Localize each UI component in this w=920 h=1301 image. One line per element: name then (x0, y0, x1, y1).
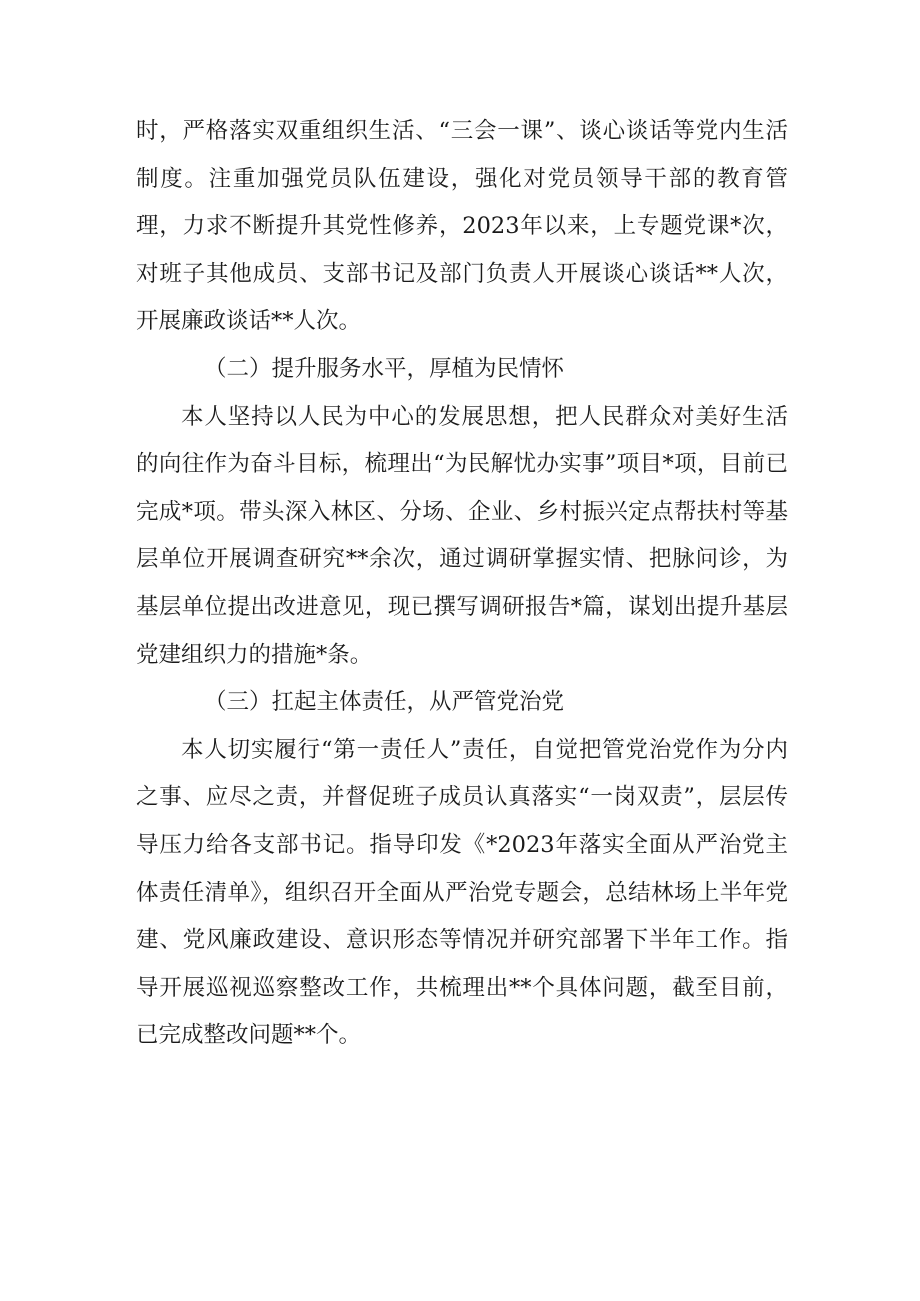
paragraph-responsibility: 本人切实履行“第一责任人”责任，自觉把管党治党作为分内之事、应尽之责，并督促班子成员认真落实“一岗双责”，层层传导压力给各支部书记。指导印发《*2023年落实全面从严治党主体责任清单》，组织召开全面从严治党专题会，总结林场上半年党建、党风廉政建设、意识形态等情况并研究部署下半年工作。指导开展巡视巡察整改工作，共梳理出**个具体问题，截至目前，已完成整改问题**个。 (136, 736, 788, 1049)
section-heading-2: （二）提升服务水平，厚植为民情怀 (204, 355, 565, 382)
paragraph-service: 本人坚持以人民为中心的发展思想，把人民群众对美好生活的向往作为奋斗目标，梳理出“为民解忧办实事”项目*项，目前已完成*项。带头深入林区、分场、企业、乡村振兴定点帮扶村等基层单位开展调查研究**余次，通过调研掌握实情、把脉问诊，为基层单位提出改进意见，现已撰写调研报告*篇，谋划出提升基层党建组织力的措施*条。 (136, 403, 788, 668)
section-heading-3: （三）扛起主体责任，从严管党治党 (204, 689, 565, 716)
paragraph-continued: 时，严格落实双重组织生活、“三会一课”、谈心谈话等党内生活制度。注重加强党员队伍建设，强化对党员领导干部的教育管理，力求不断提升其党性修养，2023年以来，上专题党课*次，对班子其他成员、支部书记及部门负责人开展谈心谈话**人次，开展廉政谈话**人次。 (136, 118, 788, 335)
document-body (136, 108, 788, 1060)
